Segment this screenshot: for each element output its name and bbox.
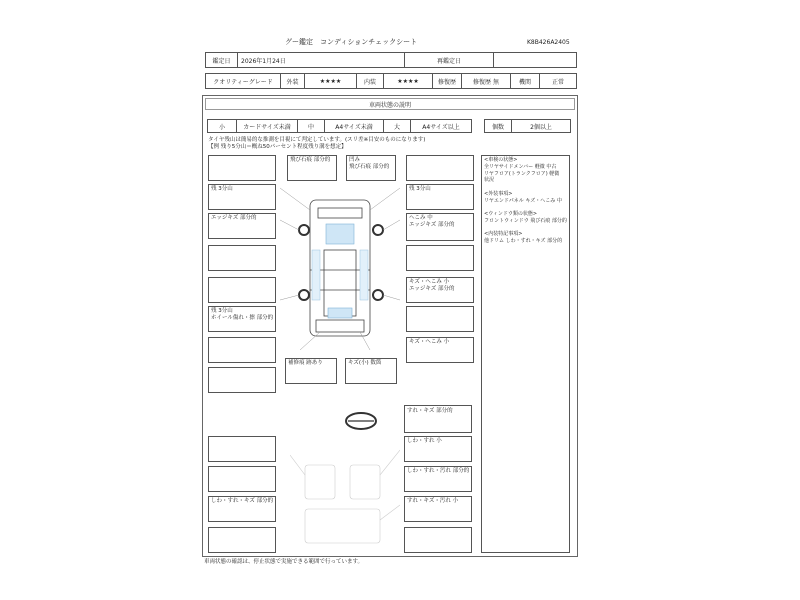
label-seat-3: しわ・すれ・汚れ 部分的 xyxy=(407,468,470,474)
count-label: 個数 xyxy=(484,119,512,133)
tire-note-line1: タイヤ残山は簡易的な推測を目視にて判定しています。(スリ差※目安のものになります) xyxy=(208,137,426,143)
left-side-glass xyxy=(312,250,320,300)
front-left-wheel xyxy=(299,225,309,235)
interior-box-l1 xyxy=(208,436,276,462)
exterior-label: 外装 xyxy=(280,73,305,89)
label-seat-4: すれ・キズ・汚れ 小 xyxy=(407,498,459,504)
label-rear-right: キズ(小) 数箇 xyxy=(348,360,382,366)
label-windshield: 凹み 飛び石痕 部分的 xyxy=(349,157,390,170)
tire-note-line2: 【例 残り5分山＝概ね50パーセント程度残り溝を想定】 xyxy=(208,144,347,150)
legend-small-desc: カードサイズ未満 xyxy=(236,119,298,133)
car-rear-bumper xyxy=(316,320,364,332)
engine-label: 機関 xyxy=(510,73,540,89)
legend-medium: 中 xyxy=(297,119,325,133)
interior-box-r5 xyxy=(404,527,472,553)
label-right-door: キズ・へこみ 小 エッジキズ 部分的 xyxy=(409,279,455,292)
reappraisal-date-value xyxy=(493,52,577,68)
sheet-title: グー鑑定 コンディションチェックシート xyxy=(285,38,418,46)
label-roof-front: 飛び石痕 部分的 xyxy=(290,157,331,163)
label-right-rear: キズ・へこみ 小 xyxy=(409,339,450,345)
right-side-glass xyxy=(360,250,368,300)
interior-box-l4 xyxy=(208,527,276,553)
label-left-bumper: エッジキズ 部分的 xyxy=(211,215,257,221)
interior-seat-diagram xyxy=(290,445,400,553)
appraisal-date-label: 鑑定日 xyxy=(205,52,238,68)
section-title: 車両状態の説明 xyxy=(205,98,575,110)
car-top-view-diagram xyxy=(280,180,400,350)
car-roof xyxy=(324,250,356,316)
damage-box-l4 xyxy=(208,245,276,271)
rear-right-wheel xyxy=(373,290,383,300)
label-right-front-tire: 残 3分山 xyxy=(409,186,431,192)
damage-box-r6 xyxy=(406,306,474,332)
label-rear-left: 補修痕 跡あり xyxy=(288,360,323,366)
interior-rating: ★★★★ xyxy=(383,73,433,89)
damage-box-l8 xyxy=(208,367,276,393)
steering-wheel-icon xyxy=(343,410,379,432)
label-seat-left: しわ・すれ・キズ 部分的 xyxy=(211,498,274,504)
repair-history-label: 修復歴 xyxy=(432,73,462,89)
label-seat-1: すれ・キズ 部分的 xyxy=(407,408,453,414)
label-right-fender: へこみ 中 エッジキズ 部分的 xyxy=(409,215,455,228)
count-value: 2個以上 xyxy=(511,119,571,133)
label-left-rear-tire: 残 3分山 ホイール傷れ・擦 部分的 xyxy=(211,308,274,321)
footer-note: 車両状態の確認は、停止状態で実施できる範囲で行っています。 xyxy=(204,559,364,565)
rear-left-wheel xyxy=(299,290,309,300)
windshield-glass xyxy=(326,224,354,244)
engine-value: 正常 xyxy=(539,73,577,89)
reappraisal-date-label: 再鑑定日 xyxy=(404,52,494,68)
legend-small: 小 xyxy=(207,119,237,133)
notes-text: <車検の状態> 全リヤサイドメンバー 軽微 中古 リヤフロア(トランクフロア) 軽微 状況 <外装事項> リヤエンドパネル キズ・へこみ 中 <ウィンドウ類の状態> フロントウィンドウ 飛び石痕 部分的 <内装特記事項> 他ドリム しわ・すれ・キズ 部分的 xyxy=(484,157,567,244)
appraisal-date-value: 2026年1月24日 xyxy=(237,52,405,68)
interior-label: 内装 xyxy=(356,73,384,89)
damage-box-l7 xyxy=(208,337,276,363)
car-hood xyxy=(318,208,362,218)
legend-large-desc: A4サイズ以上 xyxy=(410,119,472,133)
interior-box-l2 xyxy=(208,466,276,492)
label-seat-2: しわ・すれ 小 xyxy=(407,438,442,444)
damage-box-r1 xyxy=(406,155,474,181)
exterior-rating: ★★★★ xyxy=(304,73,357,89)
quality-grade-label: クオリティーグレード xyxy=(205,73,281,89)
document-id: K8B426A2405 xyxy=(527,39,570,46)
legend-medium-desc: A4サイズ未満 xyxy=(324,119,384,133)
label-left-front-tire: 残 3分山 xyxy=(211,186,233,192)
rear-glass xyxy=(328,308,352,318)
damage-box-l5 xyxy=(208,277,276,303)
legend-large: 大 xyxy=(383,119,411,133)
damage-box-r4 xyxy=(406,245,474,271)
front-right-wheel xyxy=(373,225,383,235)
damage-box-l1 xyxy=(208,155,276,181)
repair-history-value: 修復歴 無 xyxy=(461,73,511,89)
